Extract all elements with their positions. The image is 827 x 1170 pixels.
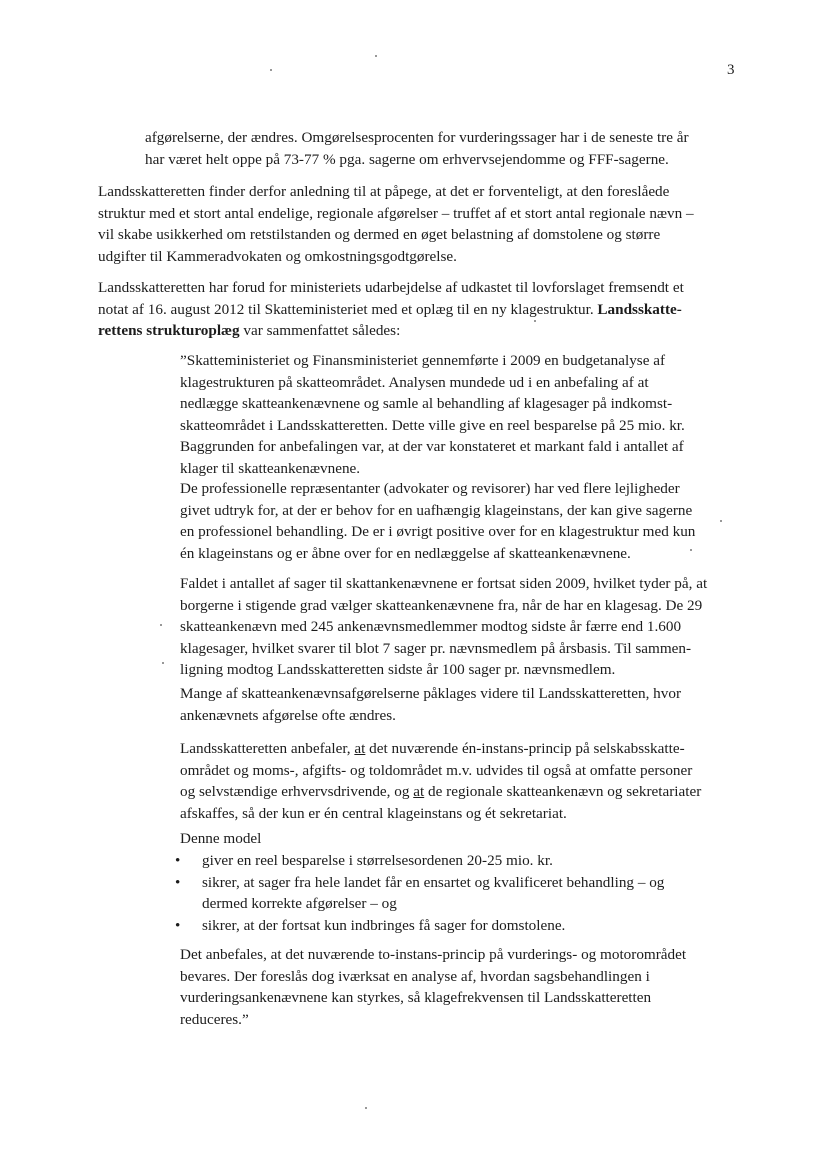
text-line: udgifter til Kammeradvokaten og omkostningsgodtgørelse.: [98, 247, 457, 265]
paragraph-proposal-intro: [98, 277, 684, 342]
text-line: Landsskatteretten har forud for ministeriets udarbejdelse af udkastet til lovforslaget fremsendt et: [98, 279, 684, 296]
scan-speck: [690, 549, 692, 551]
list-item: [175, 872, 664, 915]
text-line: [98, 299, 684, 321]
text-line: Faldet i antallet af sager til skattankenævnene er fortsat siden 2009, hvilket tyder på, at: [180, 575, 708, 592]
text-line: området og moms-, afgifts- og toldområdet m.v. udvides til også at omfatte personer: [180, 761, 693, 779]
text-span: det nuværende én-instans-princip på selskabsskatte-: [369, 740, 685, 757]
bullet-icon: •: [175, 873, 181, 891]
scan-speck: [270, 69, 272, 71]
text-line: afskaffes, så der kun er én central klageinstans og ét sekretariat.: [180, 804, 567, 822]
scan-speck: [534, 320, 536, 322]
text-span: notat af 16. august 2012 til Skatteministeriet med et oplæg til en ny klagestruktur.: [98, 300, 594, 318]
page-number: 3: [727, 62, 735, 78]
scan-speck: [365, 1107, 367, 1109]
text-span: Landsskatteretten anbefaler,: [180, 740, 351, 757]
text-line: vurderingsankenævnene kan styrkes, så klagefrekvensen til Landsskatteretten: [180, 989, 652, 1006]
scan-speck: [162, 662, 164, 664]
underlined-text: at: [413, 783, 425, 800]
text-line: én klageinstans og er åbne over for en nedlæggelse af skatteankenævnene.: [180, 544, 631, 562]
text-line: klagestrukturen på skatteområdet. Analysen mundede ud i en anbefaling af at: [180, 373, 649, 391]
text-line: klagesager, hvilket svarer til blot 7 sager pr. nævnsmedlem på årsbasis. Til sammen-: [180, 639, 692, 657]
text-span: var sammenfattet således:: [243, 322, 401, 339]
text-line: Denne model: [180, 830, 262, 847]
text-line: givet udtryk for, at der er behov for en uafhængig klageinstans, der kan give sagerne: [180, 501, 693, 519]
bullet-icon: •: [175, 852, 181, 869]
list-item: [175, 850, 664, 872]
model-bullet-list: [175, 850, 664, 936]
text-span: og selvstændige erhvervsdrivende, og: [180, 783, 410, 800]
quote-paragraph-3: [180, 573, 707, 681]
bold-text: rettens strukturoplæg: [98, 322, 240, 339]
text-line: Baggrunden for anbefalingen var, at der var konstateret et markant fald i antallet af: [180, 438, 684, 455]
text-line: borgerne i stigende grad vælger skatteankenævnene fra, når de har en klagesag. De 29: [180, 596, 703, 614]
quote-paragraph-4: [180, 683, 681, 726]
text-line: vil skabe usikkerhed om retstilstanden og dermed en øget belastning af domstolene og større: [98, 226, 661, 243]
text-line: har været helt oppe på 73-77 % pga. sagerne om erhvervsejendomme og FFF-sagerne.: [145, 150, 669, 168]
text-line: [180, 738, 701, 760]
text-line: Mange af skatteankenævnsafgørelserne påklages videre til Landsskatteretten, hvor: [180, 685, 682, 702]
quote-paragraph-1: [180, 350, 685, 479]
bullet-icon: •: [175, 916, 181, 934]
bold-text: Landsskatte-: [597, 300, 682, 318]
scan-speck: [375, 55, 377, 57]
text-line: sikrer, at sager fra hele landet får en ensartet og kvalificeret behandling – og: [202, 873, 665, 891]
text-line: nedlægge skatteankenævnene og samle al behandling af klagesager på indkomst-: [180, 395, 673, 412]
text-line: skatteankenævn med 245 ankenævnsmedlemmer modtog sidste år færre end 1.600: [180, 618, 682, 635]
scan-speck: [160, 624, 162, 626]
text-line: dermed korrekte afgørelser – og: [202, 895, 397, 912]
paragraph-findings: [98, 181, 694, 267]
text-line: [180, 781, 701, 803]
text-span: de regionale skatteankenævn og sekretariater: [428, 783, 702, 800]
quote-paragraph-6: [180, 944, 686, 1030]
text-line: ligning modtog Landsskatteretten sidste år 100 sager pr. nævnsmedlem.: [180, 661, 616, 678]
quote-paragraph-5: [180, 738, 701, 824]
list-item: [175, 915, 664, 937]
text-line: reduceres.”: [180, 1010, 249, 1028]
text-line: ”Skatteministeriet og Finansministeriet gennemførte i 2009 en budgetanalyse af: [180, 352, 666, 369]
text-line: sikrer, at der fortsat kun indbringes få sager for domstolene.: [202, 916, 566, 934]
text-line: Det anbefales, at det nuværende to-instans-princip på vurderings- og motorområdet: [180, 946, 687, 963]
scan-speck: [720, 520, 722, 522]
text-line: afgørelserne, der ændres. Omgørelsesprocenten for vurderingssager har i de seneste tre år: [145, 129, 689, 146]
text-line: De professionelle repræsentanter (advokater og revisorer) har ved flere lejligheder: [180, 480, 680, 497]
underlined-text: at: [354, 740, 366, 757]
text-line: Landsskatteretten finder derfor anledning til at påpege, at det er forventeligt, at den foreslåede: [98, 183, 670, 200]
text-line: bevares. Der foreslås dog iværksat en analyse af, hvordan sagsbehandlingen i: [180, 967, 650, 985]
model-intro: [180, 828, 261, 850]
quote-paragraph-2: [180, 478, 695, 564]
text-line: giver en reel besparelse i størrelsesordenen 20-25 mio. kr.: [202, 852, 553, 869]
text-line: ankenævnets afgørelse ofte ændres.: [180, 706, 396, 724]
paragraph-continuation: [145, 127, 689, 170]
text-line: en professionel behandling. De er i øvrigt positive over for en klagestruktur med kun: [180, 523, 696, 540]
text-line: skatteområdet i Landsskatteretten. Dette ville give en reel besparelse på 25 mio. kr.: [180, 416, 685, 434]
text-line: struktur med et stort antal endelige, regionale afgørelser – truffet af et stort antal regionale nævn –: [98, 204, 694, 222]
text-line: klager til skatteankenævnene.: [180, 459, 361, 477]
text-line: [98, 320, 684, 342]
